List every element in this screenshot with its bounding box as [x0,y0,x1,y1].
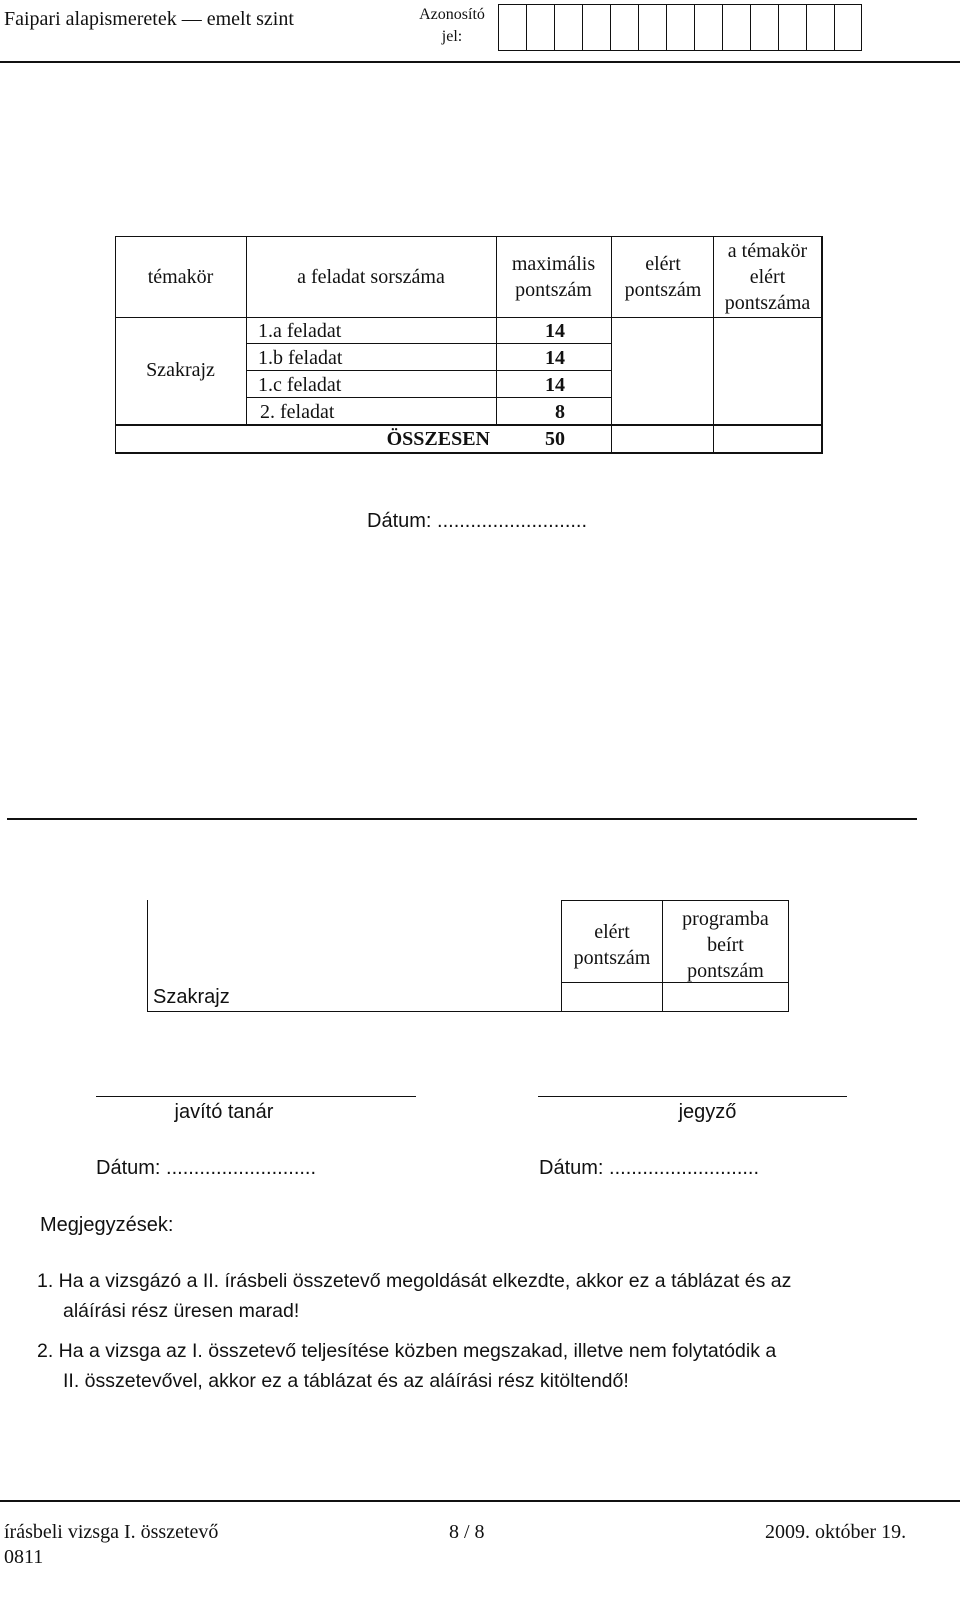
task-max-score: 8 [555,401,565,423]
teacher-signature-line [96,1096,416,1097]
task-max-score: 14 [545,374,565,396]
footer-rule [0,1500,960,1502]
note-2-line-1: 2. Ha a vizsga az I. összetevő teljesítése közben megszakad, illetve nem folytatódik a [37,1340,777,1362]
header-rule [0,61,960,63]
footer-code: 0811 [4,1546,44,1568]
note-1-line-2: aláírási rész üresen marad! [63,1300,300,1322]
header-topic: témakör [147,266,214,288]
notary-signature-line [538,1096,847,1097]
header-task-no: a feladat sorszáma [297,266,445,288]
lower-topic: Szakrajz [153,986,230,1008]
date-line-1: Dátum: ........................... [367,510,588,532]
id-box[interactable] [694,5,722,50]
topic-cell: Szakrajz [146,359,215,381]
total-max: 50 [545,428,565,450]
total-label: ÖSSZESEN [386,428,490,450]
note-2-line-2: II. összetevővel, akkor ez a táblázat és az aláírási rész kitöltendő! [63,1370,629,1392]
id-box[interactable] [806,5,834,50]
id-box[interactable] [498,5,526,50]
id-label-line2: jel: [441,28,463,45]
task-label: 2. feladat [260,401,335,423]
footer-exam-type: írásbeli vizsga I. összetevő [4,1521,219,1543]
footer-date: 2009. október 19. [765,1521,907,1543]
id-box[interactable] [666,5,694,50]
id-box[interactable] [750,5,778,50]
teacher-date: Dátum: ........................... [96,1157,317,1179]
id-box[interactable] [526,5,554,50]
notary-date: Dátum: ........................... [539,1157,760,1179]
teacher-label: javító tanár [174,1101,274,1123]
id-box[interactable] [722,5,750,50]
header-achieved: elért pontszám [624,253,702,301]
footer-page-number: 8 / 8 [449,1521,485,1543]
id-label-line1: Azonosító [419,6,485,23]
score-table [115,236,822,454]
id-label [412,4,492,48]
id-box[interactable] [610,5,638,50]
id-boxes [498,4,862,51]
lower-program: programba beírt pontszám [682,908,769,982]
notary-label: jegyző [678,1101,737,1123]
task-max-score: 14 [545,320,565,342]
id-box[interactable] [554,5,582,50]
id-box[interactable] [638,5,666,50]
separator-line [7,818,917,820]
lower-table [147,900,791,1012]
task-label: 1.a feladat [258,320,342,342]
header-max: maximális pontszám [511,253,596,301]
id-box[interactable] [778,5,806,50]
task-label: 1.b feladat [258,347,343,369]
lower-achieved: elért pontszám [573,921,651,969]
note-1-line-1: 1. Ha a vizsgázó a II. írásbeli összetevő megoldását elkezdte, akkor ez a táblázat és az [37,1270,792,1292]
header-title: Faipari alapismeretek — emelt szint [4,8,294,30]
task-max-score: 14 [545,347,565,369]
id-box[interactable] [834,5,862,50]
task-label: 1.c feladat [258,374,342,396]
notes-title: Megjegyzések: [40,1214,174,1236]
header-topic-total: a témakör elért pontszáma [724,240,811,314]
id-box[interactable] [582,5,610,50]
